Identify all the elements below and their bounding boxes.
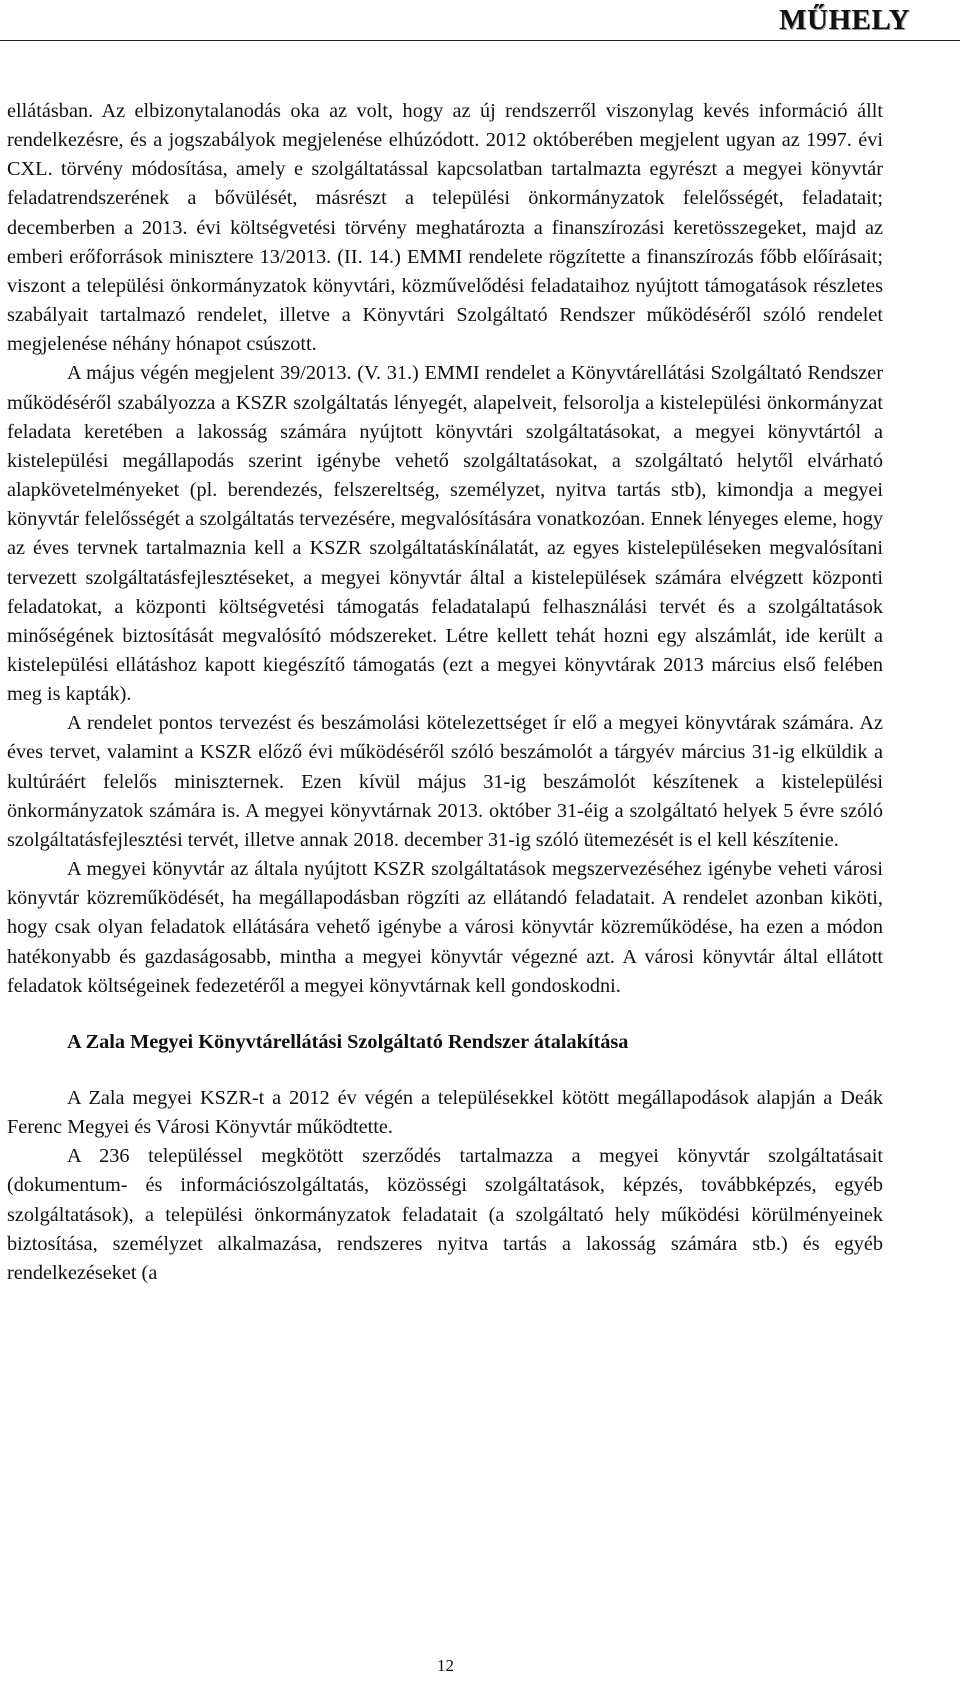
paragraph: ellátásban. Az elbizonytalanodás oka az volt, hogy az új rendszerről viszonylag kevés információ állt rendelkezésre, és a jogszabályok megjelenése elhúzódott. 2012 októberében megjelent ugyan az 1997. évi CXL. törvény módosítása, amely e szolgáltatással kapcsolatban tartalmazta egyrészt a megyei könyvtár feladatrendszerének a bővülését, másrészt a települési önkormányzatok felelősségét, feladatait; decemberben a 2013. évi költségvetési törvény meghatározta a finanszírozási keretösszegeket, majd az emberi erőforrások minisztere 13/2013. (II. 14.) EMMI rendelete rögzítette a finanszírozás főbb előírásait; viszont a települési önkormányzatok könyvtári, közművelődési feladataihoz nyújtott támogatások részletes szabályait tartalmazó rendelet, illetve a Könyvtári Szolgáltató Rendszer működéséről szóló rendelet megjelenése néhány hónapot csúszott. — [7, 100, 883, 356]
section-heading: A Zala Megyei Könyvtárellátási Szolgáltató Rendszer átalakítása — [67, 1030, 629, 1053]
header-divider — [0, 40, 960, 41]
paragraph: A május végén megjelent 39/2013. (V. 31.) EMMI rendelet a Könyvtárellátási Szolgáltató Rendszer működéséről szabályozza a KSZR szolgáltatás lényegét, alapelveit, felsorolja a kistelepülési önkormányzat feladata keretében a lakosság számára nyújtott könyvtári szolgáltatásokat, a megyei könyvtártól a kistelepülési megállapodás szerint igénybe vehető szolgáltatásokat, a szolgáltató helytől elvárható alapkövetelményeket (pl. berendezés, felszereltség, személyzet, nyitva tartás stb), kimondja a megyei könyvtár felelősségét a szolgáltatás tervezésére, megvalósítására vonatkozóan. Ennek lényeges eleme, hogy az éves tervnek tartalmaznia kell a KSZR szolgáltatáskínálatát, az egyes kistelepüléseken megvalósítani tervezett szolgáltatásfejlesztéseket, a megyei könyvtár által a kistelepülések számára elvégzett központi feladatokat, a központi költségvetési támogatás feladatalapú felhasználási tervét és a szolgáltatások minőségének biztosítását megvalósító módszereket. Létre kellett tehát hozni egy alszámlát, ide került a kistelepülési ellátáshoz kapott kiegészítő támogatás (ezt a megyei könyvtárak 2013 március első felében meg is kapták). — [7, 362, 883, 706]
page-header — [0, 0, 960, 48]
paragraph: A Zala megyei KSZR-t a 2012 év végén a településekkel kötött megállapodások alapján a Deák Ferenc Megyei és Városi Könyvtár működtette. — [7, 1087, 883, 1139]
body-text — [7, 97, 883, 1288]
paragraph: A 236 településsel megkötött szerződés tartalmazza a megyei könyvtár szolgáltatásait (dokumentum- és információszolgáltatás, közösségi szolgáltatások, képzés, továbbképzés, egyéb szolgáltatások), a települési önkormányzatok feladatait (a szolgáltató hely működési körülményeinek biztosítása, személyzet alkalmazása, rendszeres nyitva tartás a lakosság számára stb.) és egyéb rendelkezéseket (a — [7, 1145, 883, 1284]
section-label: MŰHELY — [779, 4, 910, 36]
paragraph: A megyei könyvtár az általa nyújtott KSZR szolgáltatások megszervezéséhez igénybe veheti városi könyvtár közreműködését, ha megállapodásban rögzíti az ellátandó feladatait. A rendelet azonban kiköti, hogy csak olyan feladatok ellátására vehető igénybe a városi könyvtár közreműködése, ha ezen a módon hatékonyabb és gazdaságosabb, mintha a megyei könyvtár végezné azt. A városi könyvtár által ellátott feladatok költségeinek fedezetéről a megyei könyvtárnak kell gondoskodni. — [7, 858, 883, 997]
page-number: 12 — [437, 1656, 454, 1675]
paragraph: A rendelet pontos tervezést és beszámolási kötelezettséget ír elő a megyei könyvtárak számára. Az éves tervet, valamint a KSZR előző évi működéséről szóló beszámolót a tárgyév március 31-ig elküldik a kultúráért felelős miniszternek. Ezen kívül május 31-ig beszámolót készítenek a kistelepülési önkormányzatok számára is. A megyei könyvtárnak 2013. október 31-éig a szolgáltató helyek 5 évre szóló szolgáltatásfejlesztési tervét, illetve annak 2018. december 31-ig szóló ütemezését is el kell készítenie. — [7, 712, 883, 851]
